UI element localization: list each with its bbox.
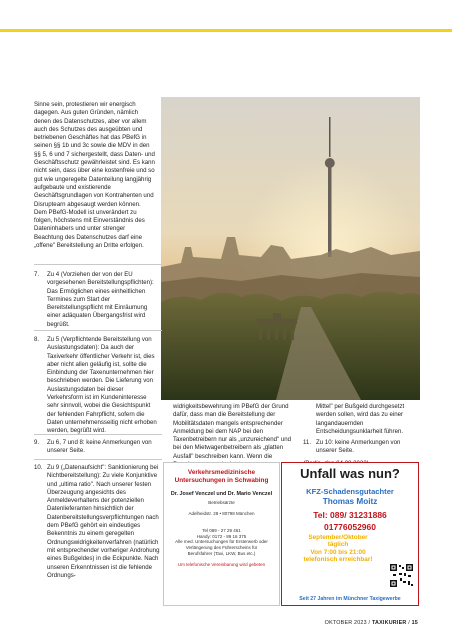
- footer-issue: OKTOBER 2023: [324, 620, 367, 626]
- ad-medical-note: Um telefonische Vereinbarung wird gebeten: [177, 562, 266, 568]
- right-column: [303, 403, 421, 468]
- ad-medical-title: Verkehrsmedizinische Untersuchungen in Schwabing: [174, 469, 269, 484]
- item-number: 8.: [34, 336, 40, 343]
- item-text: Zu 4 (Vorziehen der von der EU vorgesehenen Bereitstellungspflichten): Das Ermöglichen eines einheitlichen Termines zum Start der Bereitstellungspflicht mit Einräumung einer adäquaten Übergangsfrist wird begrüßt.: [47, 271, 154, 328]
- ad-accident: [281, 462, 419, 606]
- ad-accident-hours4: telefonisch erreichbar!: [303, 556, 373, 564]
- page-header-area: [0, 0, 452, 96]
- right-paragraph: Mittel" per Bußgeld durchgesetzt werden sollen, wird das zu einer langandauernden Entscheidungsunklarheit führen.: [316, 403, 405, 435]
- divider-1: [34, 264, 162, 265]
- berlin-skyline-photo: [161, 97, 420, 400]
- footer-page-number: 15: [411, 620, 418, 626]
- qr-code-icon: [389, 563, 414, 588]
- item-text: Zu 9 („Datenaufsicht": Sanktionierung bei Nichtbereitstellung): Zu viele Konjunktive und „ultima ratio". Nach unserer festen Überzeugung angesichts des Anmeldeverhaltens der potenziellen Datenlieferanten hinsichtlich der Datenbereitstellungsverpflichtungen nach dem PBefG gehört ein eindeutiges Bekenntnis zu einem geregelten Ordnungswidrigkeitenverfahren (natürlich mit entsprechender vorheriger Androhung eines Bußgeldes) in die Eckpunkte. Nach unseren Erkenntnissen ist die fehlende Ordnungs-: [47, 464, 160, 579]
- item-text: Zu 6, 7 und 8: keine Anmerkungen von unserer Seite.: [47, 439, 152, 455]
- ad-accident-headline: Unfall was nun?: [300, 466, 400, 481]
- ad-medical: [163, 462, 280, 606]
- divider-3: [34, 434, 162, 435]
- item-8: [34, 336, 160, 436]
- item-9: [34, 439, 160, 456]
- left-column: [34, 101, 155, 250]
- ad-medical-phone: Tel 089 - 27 29 461: [202, 528, 241, 534]
- ad-accident-name: Thomas Moitz: [322, 497, 378, 506]
- divider-4: [34, 459, 162, 460]
- item-text: Zu 10: keine Anmerkungen von unserer Seite.: [316, 439, 401, 455]
- ad-accident-service: KFZ-Schadensgutachter: [306, 487, 394, 496]
- item-number: 11.: [303, 439, 312, 447]
- middle-paragraph: widrigkeitsbewehrung im PBefG der Grund dafür, dass man die Bereitstellung der Mobilitätsdaten mangels entsprechender Anmeldung bei dem NAP bei den Taxenbetreibern nur als „unzureichend" und bei den Mietwagenbetreibern als „glatten Ausfall" beschreiben kann. Wenn die: [173, 403, 292, 460]
- accent-line: [0, 29, 452, 32]
- ad-accident-phone1: Tel: 089/ 31231886: [313, 510, 387, 520]
- ad-medical-type: Betriebsärzte: [208, 500, 235, 505]
- item-text: Zu 5 (Verpflichtende Bereitstellung von Auslastungsdaten): Da auch der Taxiverkehr öffentlicher Verkehr ist, dies aber nicht allen geläufig ist, sollte die Einbindung der Taxenunternehmen hier beschrieben werden. Die Lieferung von Auslastungsdaten bei dieser Verkehrsform ist im Kundeninteresse sehr sinnvoll, wobei die Gesichtspunkt der fehlenden Fahrpflicht, sofern die Daten unternehmensseitig nicht erhoben werden, begrüßt wird.: [47, 336, 157, 435]
- item-number: 7.: [34, 271, 40, 278]
- item-10: [34, 464, 162, 580]
- ad-accident-hours2: täglich: [327, 541, 349, 549]
- footer-magazine: TAXIKURIER: [371, 620, 407, 626]
- ad-medical-doctors: Dr. Josef Venczel und Dr. Mario Venczel: [170, 491, 273, 497]
- middle-column: [173, 403, 295, 469]
- item-number: 9.: [34, 439, 40, 446]
- divider-2: [34, 330, 162, 331]
- ad-medical-mobile: Handy: 0172 - 89 16 375: [196, 533, 247, 539]
- ad-medical-address: Adelheidstr. 28 • 80798 München: [188, 510, 255, 516]
- ad-accident-hours3: Von 7:00 bis 21:00: [310, 548, 366, 556]
- ad-accident-footer: Seit 27 Jahren im Münchner Taxigewerbe: [299, 596, 401, 602]
- item-number: 10.: [34, 464, 43, 471]
- page-footer: OKTOBER 2023 / TAXIKURIER / 15: [324, 620, 418, 626]
- item-7: [34, 271, 160, 329]
- ad-accident-hours1: September/Oktober: [308, 534, 368, 541]
- intro-paragraph: Sinne sein, protestieren wir energisch dagegen. Aus guten Gründen, nämlich denen des Datenschutzes, aber vor allem auch des Schutzes des ausgeübten und betriebenen Geschäftes hat das PBefG in seinen §§ 1b und 3c sowie die MDV in den §§ 5, 6 und 7 sichergestellt, dass Daten- und Geschäftsschutz gewährleistet sind. Es kann nicht sein, dass über eine kostenfreie und so gut wie ungeregelte Datenteilung langjährig aufgebaute und existierende Geschäftsgrundlagen von Kontrahenten und Disruptearn abgesaugt werden können. Dem PBefG-Modell ist unverändert zu folgen, höchstens mit Einverständnis des Dateninhabers und unter strenger Beachtung des Datenschutzes darf eine „offene" Bereitstellung an Dritte erfolgen.: [34, 101, 155, 250]
- ad-accident-phone2: 01776052960: [323, 522, 376, 532]
- ad-medical-services: Alle med. Untersuchungen für Ersterwerb oder Verlängerung des Führerscheins für Berufsfahrer (Taxi, LKW, Bus etc.): [175, 539, 268, 556]
